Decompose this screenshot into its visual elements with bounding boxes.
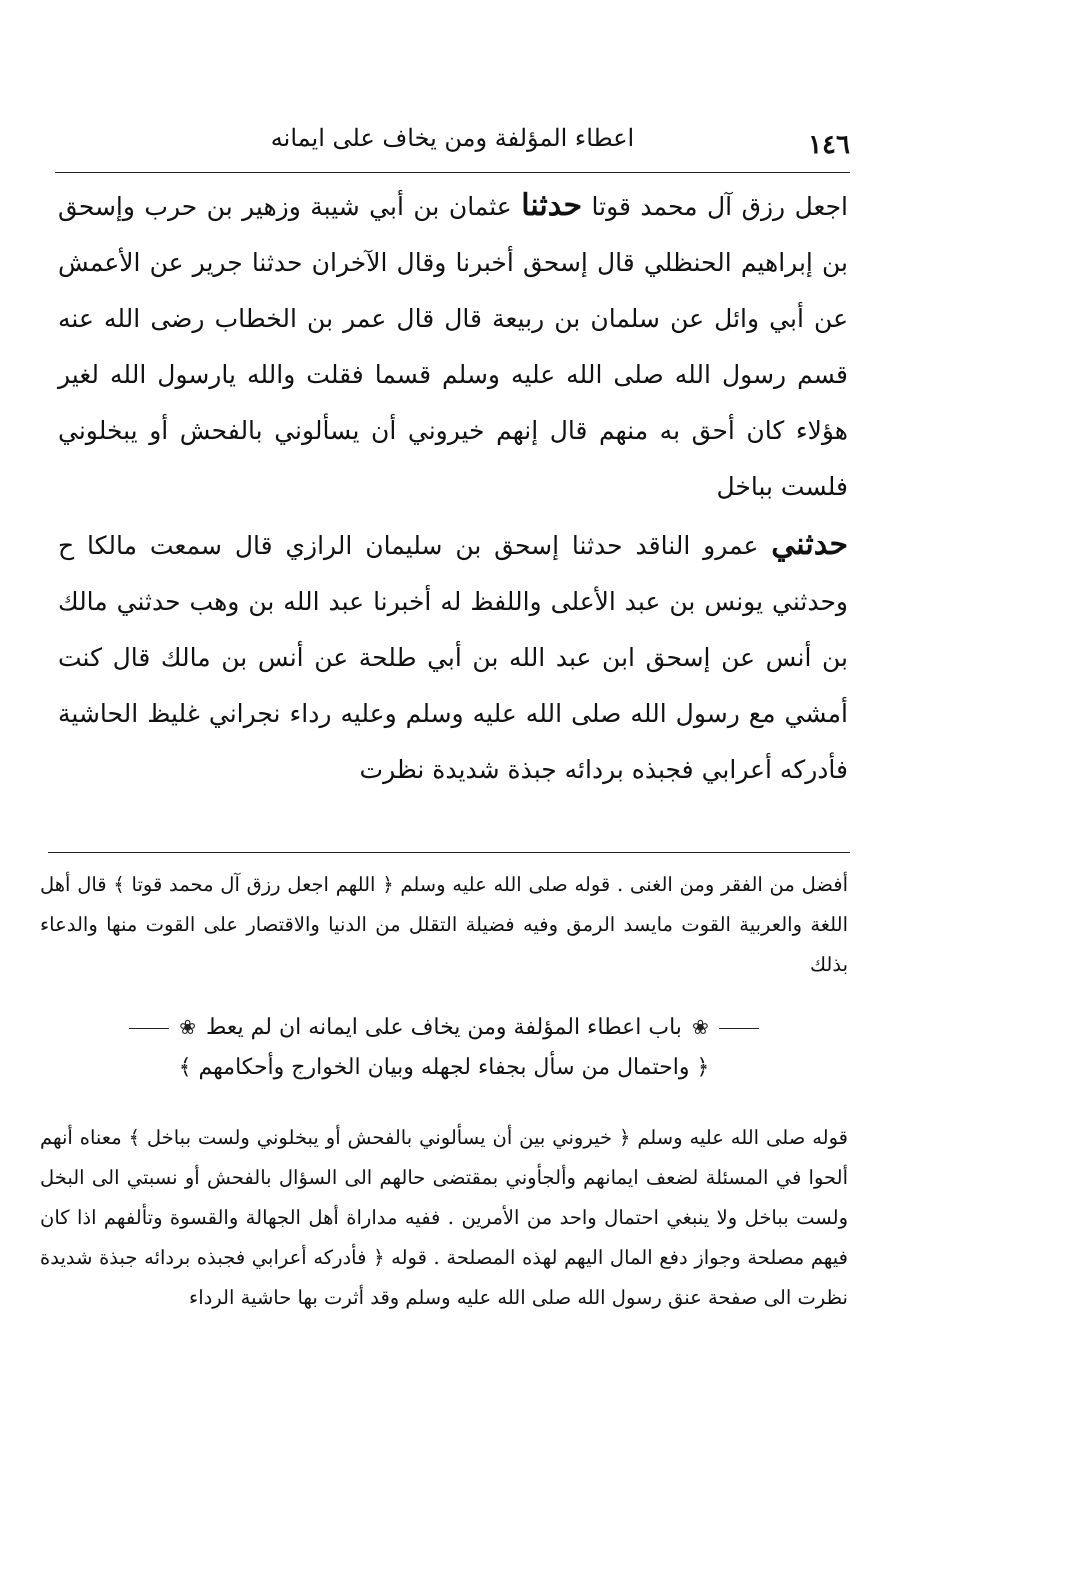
ornament-icon: ❀ <box>179 1015 197 1039</box>
footnote-rule <box>48 852 850 853</box>
chapter-heading-line <box>40 1007 848 1048</box>
hadith-keyword: حدثنا <box>521 188 583 223</box>
chapter-subtitle: ﴿ واحتمال من سأل بجفاء لجهله وبيان الخوارج وأحكامهم ﴾ <box>178 1055 710 1080</box>
divider <box>129 1028 169 1029</box>
divider <box>719 1028 759 1029</box>
commentary-paragraph: قوله صلى الله عليه وسلم ﴿ خيروني بين أن يسألوني بالفحش أو يبخلوني ولست بباخل ﴾ معناه أنهم ألحوا في المسئلة لضعف ايمانهم وألجأوني بمقتضى حالهم الى السؤال بالفحش أو نسبتي الى البخل ولست بباخل ولا ينبغي احتمال واحد من الأمرين . ففيه مداراة أهل الجهالة والقسوة وتألفهم اذا كان فيهم مصلحة وجواز دفع المال اليهم لهذه المصلحة . قوله ﴿ فأدركه أعرابي فجبذه بردائه جبذة شديدة نظرت الى صفحة عنق رسول الله صلى الله عليه وسلم وقد أثرت بها حاشية الرداء <box>40 1126 848 1309</box>
commentary-paragraph: أفضل من الفقر ومن الغنى . قوله صلى الله عليه وسلم ﴿ اللهم اجعل رزق آل محمد قوتا ﴾ قال أهل اللغة والعربية القوت مايسد الرمق وفيه فضيلة التقلل من الدنيا والاقتصار على القوت منها والدعاء بذلك <box>40 873 848 976</box>
paragraph-lead: اجعل رزق آل محمد قوتا <box>591 192 848 221</box>
paragraph-body: عثمان بن أبي شيبة وزهير بن حرب وإسحق بن إبراهيم الحنظلي قال إسحق أخبرنا وقال الآخران حدثنا جرير عن الأعمش عن أبي وائل عن سلمان بن ربيعة قال قال عمر بن الخطاب رضى الله عنه قسم رسول الله صلى الله عليه وسلم قسما فقلت والله يارسول الله لغير هؤلاء كان أحق به منهم قال إنهم خيروني أن يسألوني بالفحش أو يبخلوني فلست بباخل <box>58 192 848 501</box>
chapter-heading <box>40 1007 848 1088</box>
main-paragraph <box>58 517 848 798</box>
ornament-icon: ❀ <box>691 1015 709 1039</box>
chapter-title: باب اعطاء المؤلفة ومن يخاف على ايمانه ان لم يعط <box>206 1015 682 1040</box>
running-title: اعطاء المؤلفة ومن يخاف على ايمانه <box>270 124 635 152</box>
main-paragraph <box>58 178 848 515</box>
header-rule <box>55 172 850 173</box>
hadith-keyword: حدثني <box>771 527 848 562</box>
page-header <box>55 118 850 172</box>
commentary <box>40 865 848 1318</box>
page-number: ١٤٦ <box>808 130 850 160</box>
main-text <box>58 178 848 798</box>
paragraph-body: عمرو الناقد حدثنا إسحق بن سليمان الرازي قال سمعت مالكا ح وحدثني يونس بن عبد الأعلى واللفظ له أخبرنا عبد الله بن وهب حدثني مالك بن أنس عن إسحق ابن عبد الله بن أبي طلحة عن أنس بن مالك قال كنت أمشي مع رسول الله صلى الله عليه وسلم وعليه رداء نجراني غليظ الحاشية فأدركه أعرابي فجبذه بردائه جبذة شديدة نظرت <box>58 531 848 784</box>
